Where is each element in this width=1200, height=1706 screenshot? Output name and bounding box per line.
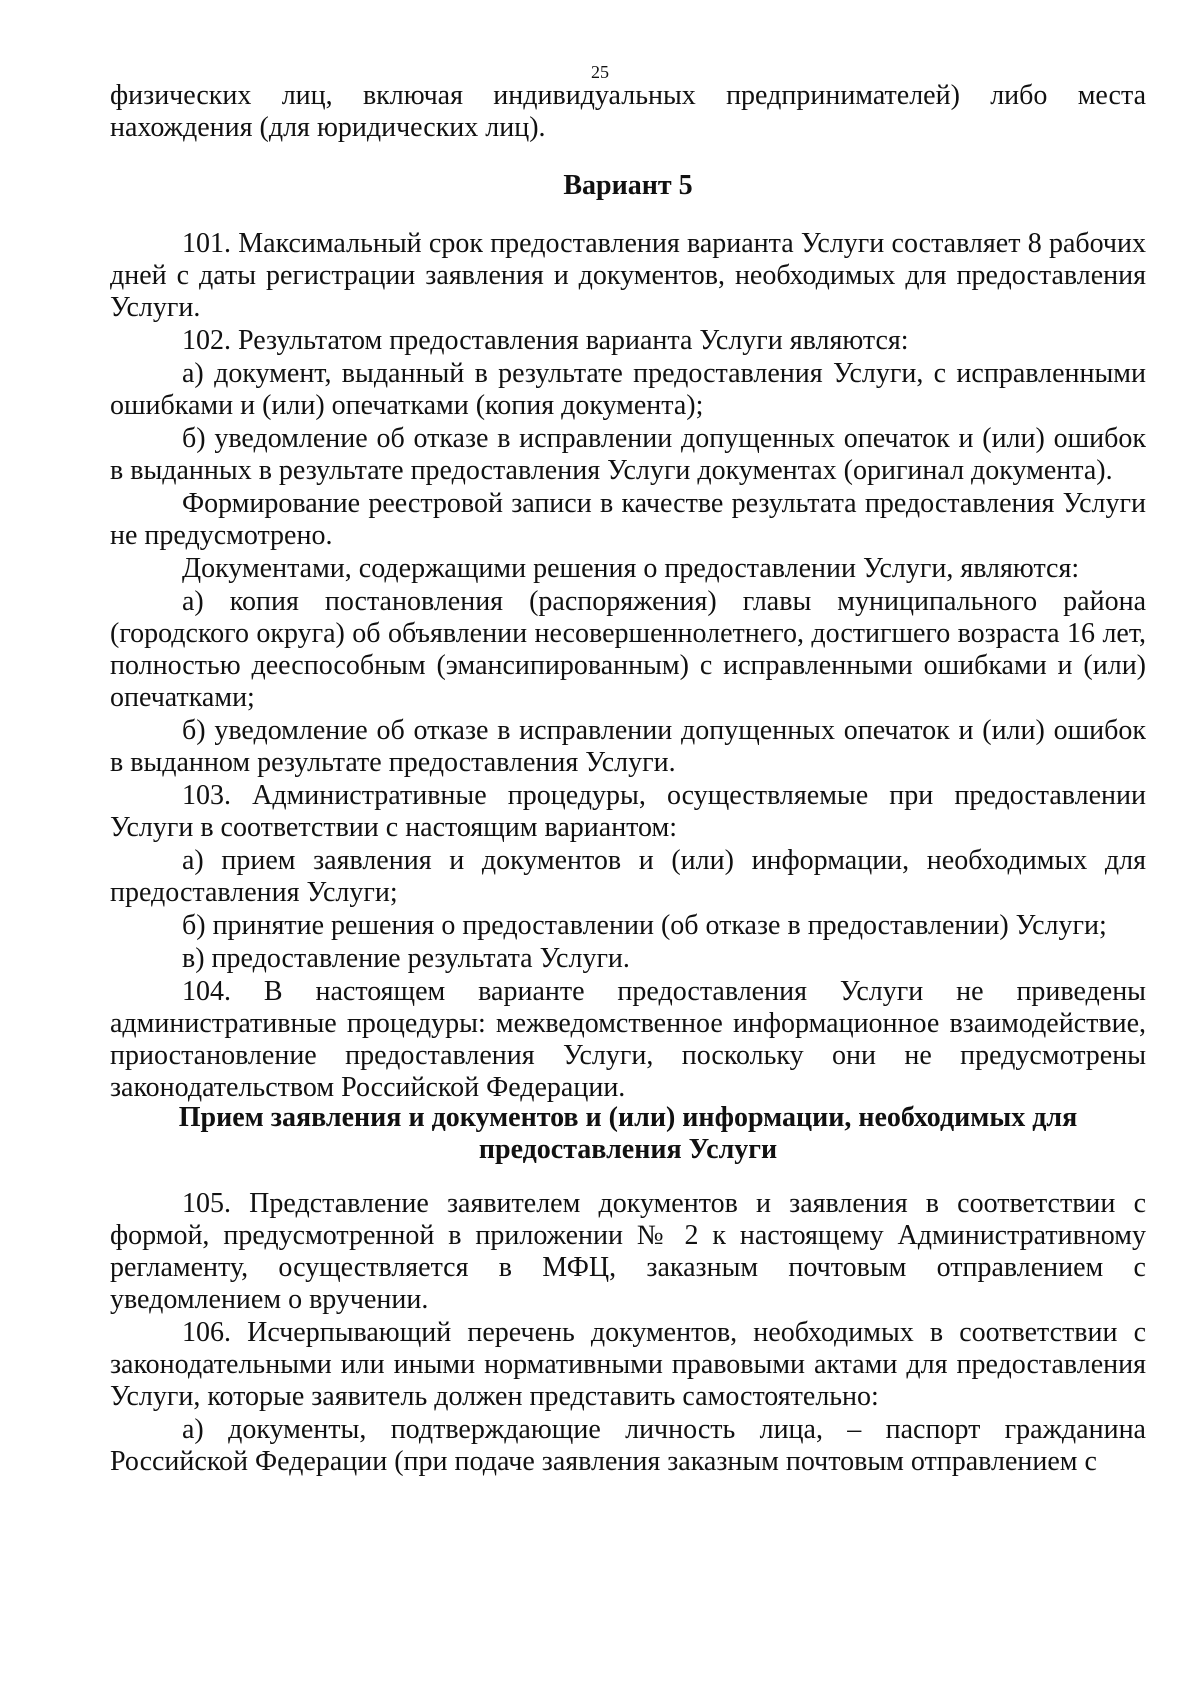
intro-continuation: физических лиц, включая индивидуальных предпринимателей) либо места нахождения (для юридических лиц). [110,80,1146,143]
paragraph-decision-a: а) копия постановления (распоряжения) главы муниципального района (городского округа) об объявлении несовершеннолетнего, достигшего возраста 16 лет, полностью дееспособным (эмансипированным) с исправленными ошибками и (или) опечатками; [110,586,1146,713]
paragraph-103-a: а) прием заявления и документов и (или) информации, необходимых для предоставления Услуги; [110,845,1146,908]
variant5-heading: Вариант 5 [563,170,693,201]
paragraph-102: 102. Результатом предоставления варианта Услуги являются: [182,325,909,356]
reception-heading-block [110,1102,1146,1166]
paragraph-104: 104. В настоящем варианте предоставления Услуги не приведены административные процедуры: межведомственное информационное взаимодействие, приостановление предоставления Услуги, поскольку они не предусмотрены законодательством Российской Федерации. [110,976,1146,1103]
paragraph-103-c: в) предоставление результата Услуги. [182,943,630,974]
variant5-body [110,228,1146,1105]
page-number: 25 [591,62,609,82]
paragraph-decision-docs: Документами, содержащими решения о предоставлении Услуги, являются: [182,553,1080,584]
paragraph-106-a: а) документы, подтверждающие личность лица, – паспорт гражданина Российской Федерации (при подаче заявления заказным почтовым отправлением с [110,1414,1146,1477]
paragraph-103-b: б) принятие решения о предоставлении (об отказе в предоставлении) Услуги; [182,910,1107,941]
paragraph-106: 106. Исчерпывающий перечень документов, необходимых в соответствии с законодательными или иными нормативными правовыми актами для предоставления Услуги, которые заявитель должен представить самостоятельно: [110,1317,1146,1412]
paragraph-103: 103. Административные процедуры, осуществляемые при предоставлении Услуги в соответствии с настоящим вариантом: [110,780,1146,843]
paragraph-registry-record: Формирование реестровой записи в качестве результата предоставления Услуги не предусмотрено. [110,488,1146,551]
paragraph-decision-b: б) уведомление об отказе в исправлении допущенных опечаток и (или) ошибок в выданном результате предоставления Услуги. [110,715,1146,778]
paragraph-105: 105. Представление заявителем документов и заявления в соответствии с формой, предусмотренной в приложении № 2 к настоящему Административному регламенту, осуществляется в МФЦ, заказным почтовым отправлением с уведомлением о вручении. [110,1188,1146,1315]
reception-heading-line2: предоставления Услуги [478,1134,778,1165]
variant5-section [110,170,1146,202]
paragraph-102-a: а) документ, выданный в результате предоставления Услуги, с исправленными ошибками и (или) опечатками (копия документа); [110,358,1146,421]
intro-block [110,80,1146,145]
reception-heading-line1: Прием заявления и документов и (или) информации, необходимых для [178,1102,1078,1133]
reception-body [110,1188,1146,1479]
paragraph-101: 101. Максимальный срок предоставления варианта Услуги составляет 8 рабочих дней с даты регистрации заявления и документов, необходимых для предоставления Услуги. [110,228,1146,323]
paragraph-102-b: б) уведомление об отказе в исправлении допущенных опечаток и (или) ошибок в выданных в результате предоставления Услуги документах (оригинал документа). [110,423,1146,486]
